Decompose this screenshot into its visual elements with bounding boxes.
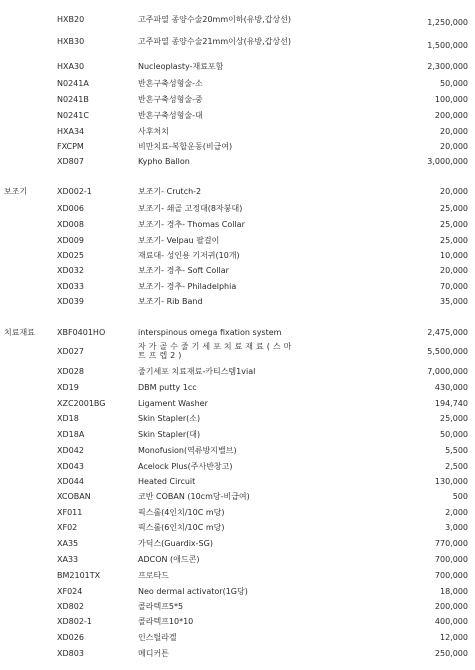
item-price: 500 bbox=[452, 492, 468, 501]
item-name: 비만치료-복합운동(비급여) bbox=[138, 142, 233, 151]
item-name: 가딕스(Guardix-SG) bbox=[138, 539, 213, 548]
item-code: XD18 bbox=[57, 414, 79, 423]
item-code: XF011 bbox=[57, 508, 83, 517]
item-price: 3,000,000 bbox=[427, 157, 468, 166]
item-code: XF02 bbox=[57, 523, 78, 532]
item-code: XF024 bbox=[57, 587, 83, 596]
item-price: 20,000 bbox=[440, 266, 468, 275]
item-name: Nucleoplasty-재료포함 bbox=[138, 62, 224, 71]
item-name: Neo dermal activator(1G당) bbox=[138, 587, 248, 596]
item-price: 18,000 bbox=[440, 587, 468, 596]
item-name: Heated Circuit bbox=[138, 477, 196, 486]
item-code: XD19 bbox=[57, 383, 79, 392]
item-price: 12,000 bbox=[440, 633, 468, 642]
item-price: 70,000 bbox=[440, 282, 468, 291]
item-code: XD006 bbox=[57, 204, 84, 213]
item-price: 200,000 bbox=[434, 111, 468, 120]
item-name: Skin Stapler(소) bbox=[138, 414, 201, 423]
item-price: 10,000 bbox=[440, 251, 468, 260]
item-name: 고주파열 종양수술20mm이하(유방,갑상선) bbox=[138, 15, 292, 24]
item-code: XD044 bbox=[57, 477, 84, 486]
item-name: 보조기- 경추- Soft Collar bbox=[138, 266, 229, 275]
item-name: Kypho Ballon bbox=[138, 157, 190, 166]
item-price: 770,000 bbox=[434, 539, 468, 548]
item-price: 700,000 bbox=[434, 571, 468, 580]
item-price: 25,000 bbox=[440, 220, 468, 229]
item-name: Skin Stapler(대) bbox=[138, 430, 201, 439]
category-label: 치료재료 bbox=[4, 328, 35, 337]
item-code: XD025 bbox=[57, 251, 84, 260]
item-name: Ligament Washer bbox=[138, 399, 208, 408]
item-code: XD027 bbox=[57, 347, 84, 356]
item-code: HXA30 bbox=[57, 62, 85, 71]
item-name: 반흔구축성형술-중 bbox=[138, 95, 203, 104]
item-name: 고주파열 종양수술21mm이상(유방,갑상선) bbox=[138, 37, 292, 46]
item-code: XD028 bbox=[57, 367, 84, 376]
item-price: 1,500,000 bbox=[427, 41, 468, 50]
item-price: 7,000,000 bbox=[427, 367, 468, 376]
item-code: FXCPM bbox=[57, 142, 84, 151]
item-code: XD026 bbox=[57, 633, 84, 642]
item-price: 5,500 bbox=[445, 446, 468, 455]
item-price: 20,000 bbox=[440, 187, 468, 196]
item-code: XD002-1 bbox=[57, 187, 92, 196]
item-code: XD802-1 bbox=[57, 617, 92, 626]
item-name: 보조기- Velpau 팔걸이 bbox=[138, 236, 220, 245]
item-price: 100,000 bbox=[434, 95, 468, 104]
item-name: 픽스롤(4인치/10C m당) bbox=[138, 508, 225, 517]
item-code: XD033 bbox=[57, 282, 84, 291]
item-code: XD803 bbox=[57, 649, 84, 658]
item-price: 2,000 bbox=[445, 508, 468, 517]
item-name: Acelock Plus(주사반창고) bbox=[138, 462, 233, 471]
item-name: 재료대- 성인용 기저귀(10개) bbox=[138, 251, 240, 260]
item-code: XBF0401HO bbox=[57, 328, 106, 337]
item-price: 25,000 bbox=[440, 204, 468, 213]
item-code: XD032 bbox=[57, 266, 84, 275]
item-name: 반흔구축성형술-대 bbox=[138, 111, 203, 120]
item-name: 줄기세포 치료재료-카티스템1vial bbox=[138, 367, 256, 376]
item-price: 25,000 bbox=[440, 414, 468, 423]
item-name: 사후처치 bbox=[138, 127, 169, 136]
item-name: 프로타드 bbox=[138, 571, 169, 580]
item-price: 20,000 bbox=[440, 127, 468, 136]
category-label: 보조기 bbox=[4, 187, 28, 196]
item-price: 700,000 bbox=[434, 555, 468, 564]
item-code: XD807 bbox=[57, 157, 84, 166]
item-name: 보조기- 쇄골 고정대(8자붕대) bbox=[138, 204, 243, 213]
item-code: XCOBAN bbox=[57, 492, 91, 501]
item-price: 20,000 bbox=[440, 142, 468, 151]
item-name: interspinous omega fixation system bbox=[138, 328, 282, 337]
item-price: 2,300,000 bbox=[427, 62, 468, 71]
item-price: 3,000 bbox=[445, 523, 468, 532]
item-code: XD008 bbox=[57, 220, 84, 229]
item-code: HXA34 bbox=[57, 127, 85, 136]
item-name: 인스틸라겔 bbox=[138, 633, 177, 642]
item-name: ADCON (애드콘) bbox=[138, 555, 200, 564]
item-price: 194,740 bbox=[434, 399, 468, 408]
item-name: 콜라텍프10*10 bbox=[138, 617, 194, 626]
item-name: 보조기- 경추- Thomas Collar bbox=[138, 220, 245, 229]
item-code: XZC2001BG bbox=[57, 399, 106, 408]
item-code: XA33 bbox=[57, 555, 79, 564]
item-code: XD042 bbox=[57, 446, 84, 455]
item-price: 250,000 bbox=[434, 649, 468, 658]
item-code: N0241A bbox=[57, 79, 89, 88]
item-price: 35,000 bbox=[440, 297, 468, 306]
item-code: XD043 bbox=[57, 462, 84, 471]
item-code: N0241C bbox=[57, 111, 89, 120]
item-name: 픽스롤(6인치/10C m당) bbox=[138, 523, 225, 532]
item-code: XD009 bbox=[57, 236, 84, 245]
item-price: 50,000 bbox=[440, 79, 468, 88]
item-name: 자가골수줄기세포치료재료(스마트프렙2) bbox=[138, 342, 295, 360]
item-code: XD802 bbox=[57, 602, 84, 611]
item-name: 보조기- 경추- Philadelphia bbox=[138, 282, 237, 291]
item-code: XD039 bbox=[57, 297, 84, 306]
item-price: 50,000 bbox=[440, 430, 468, 439]
item-code: HXB30 bbox=[57, 37, 85, 46]
item-price: 1,250,000 bbox=[427, 18, 468, 27]
item-name: 메디커튼 bbox=[138, 649, 169, 658]
item-name: 콜라텍프5*5 bbox=[138, 602, 184, 611]
item-name: 반흔구축성형술-소 bbox=[138, 79, 203, 88]
item-price: 25,000 bbox=[440, 236, 468, 245]
item-price: 400,000 bbox=[434, 617, 468, 626]
item-price: 2,500 bbox=[445, 462, 468, 471]
item-price: 5,500,000 bbox=[427, 347, 468, 356]
item-name: Monofusion(역류방지밸브) bbox=[138, 446, 237, 455]
item-code: XA35 bbox=[57, 539, 79, 548]
item-price: 130,000 bbox=[434, 477, 468, 486]
item-code: HXB20 bbox=[57, 15, 85, 24]
item-code: BM2101TX bbox=[57, 571, 101, 580]
item-name: 보조기- Crutch-2 bbox=[138, 187, 202, 196]
item-name: 코반 COBAN (10cm당-비급여) bbox=[138, 492, 250, 501]
item-name: 보조기- Rib Band bbox=[138, 297, 203, 306]
item-price: 430,000 bbox=[434, 383, 468, 392]
item-name: DBM putty 1cc bbox=[138, 383, 197, 392]
item-code: XD18A bbox=[57, 430, 85, 439]
item-price: 200,000 bbox=[434, 602, 468, 611]
item-price: 2,475,000 bbox=[427, 328, 468, 337]
item-code: N0241B bbox=[57, 95, 89, 104]
